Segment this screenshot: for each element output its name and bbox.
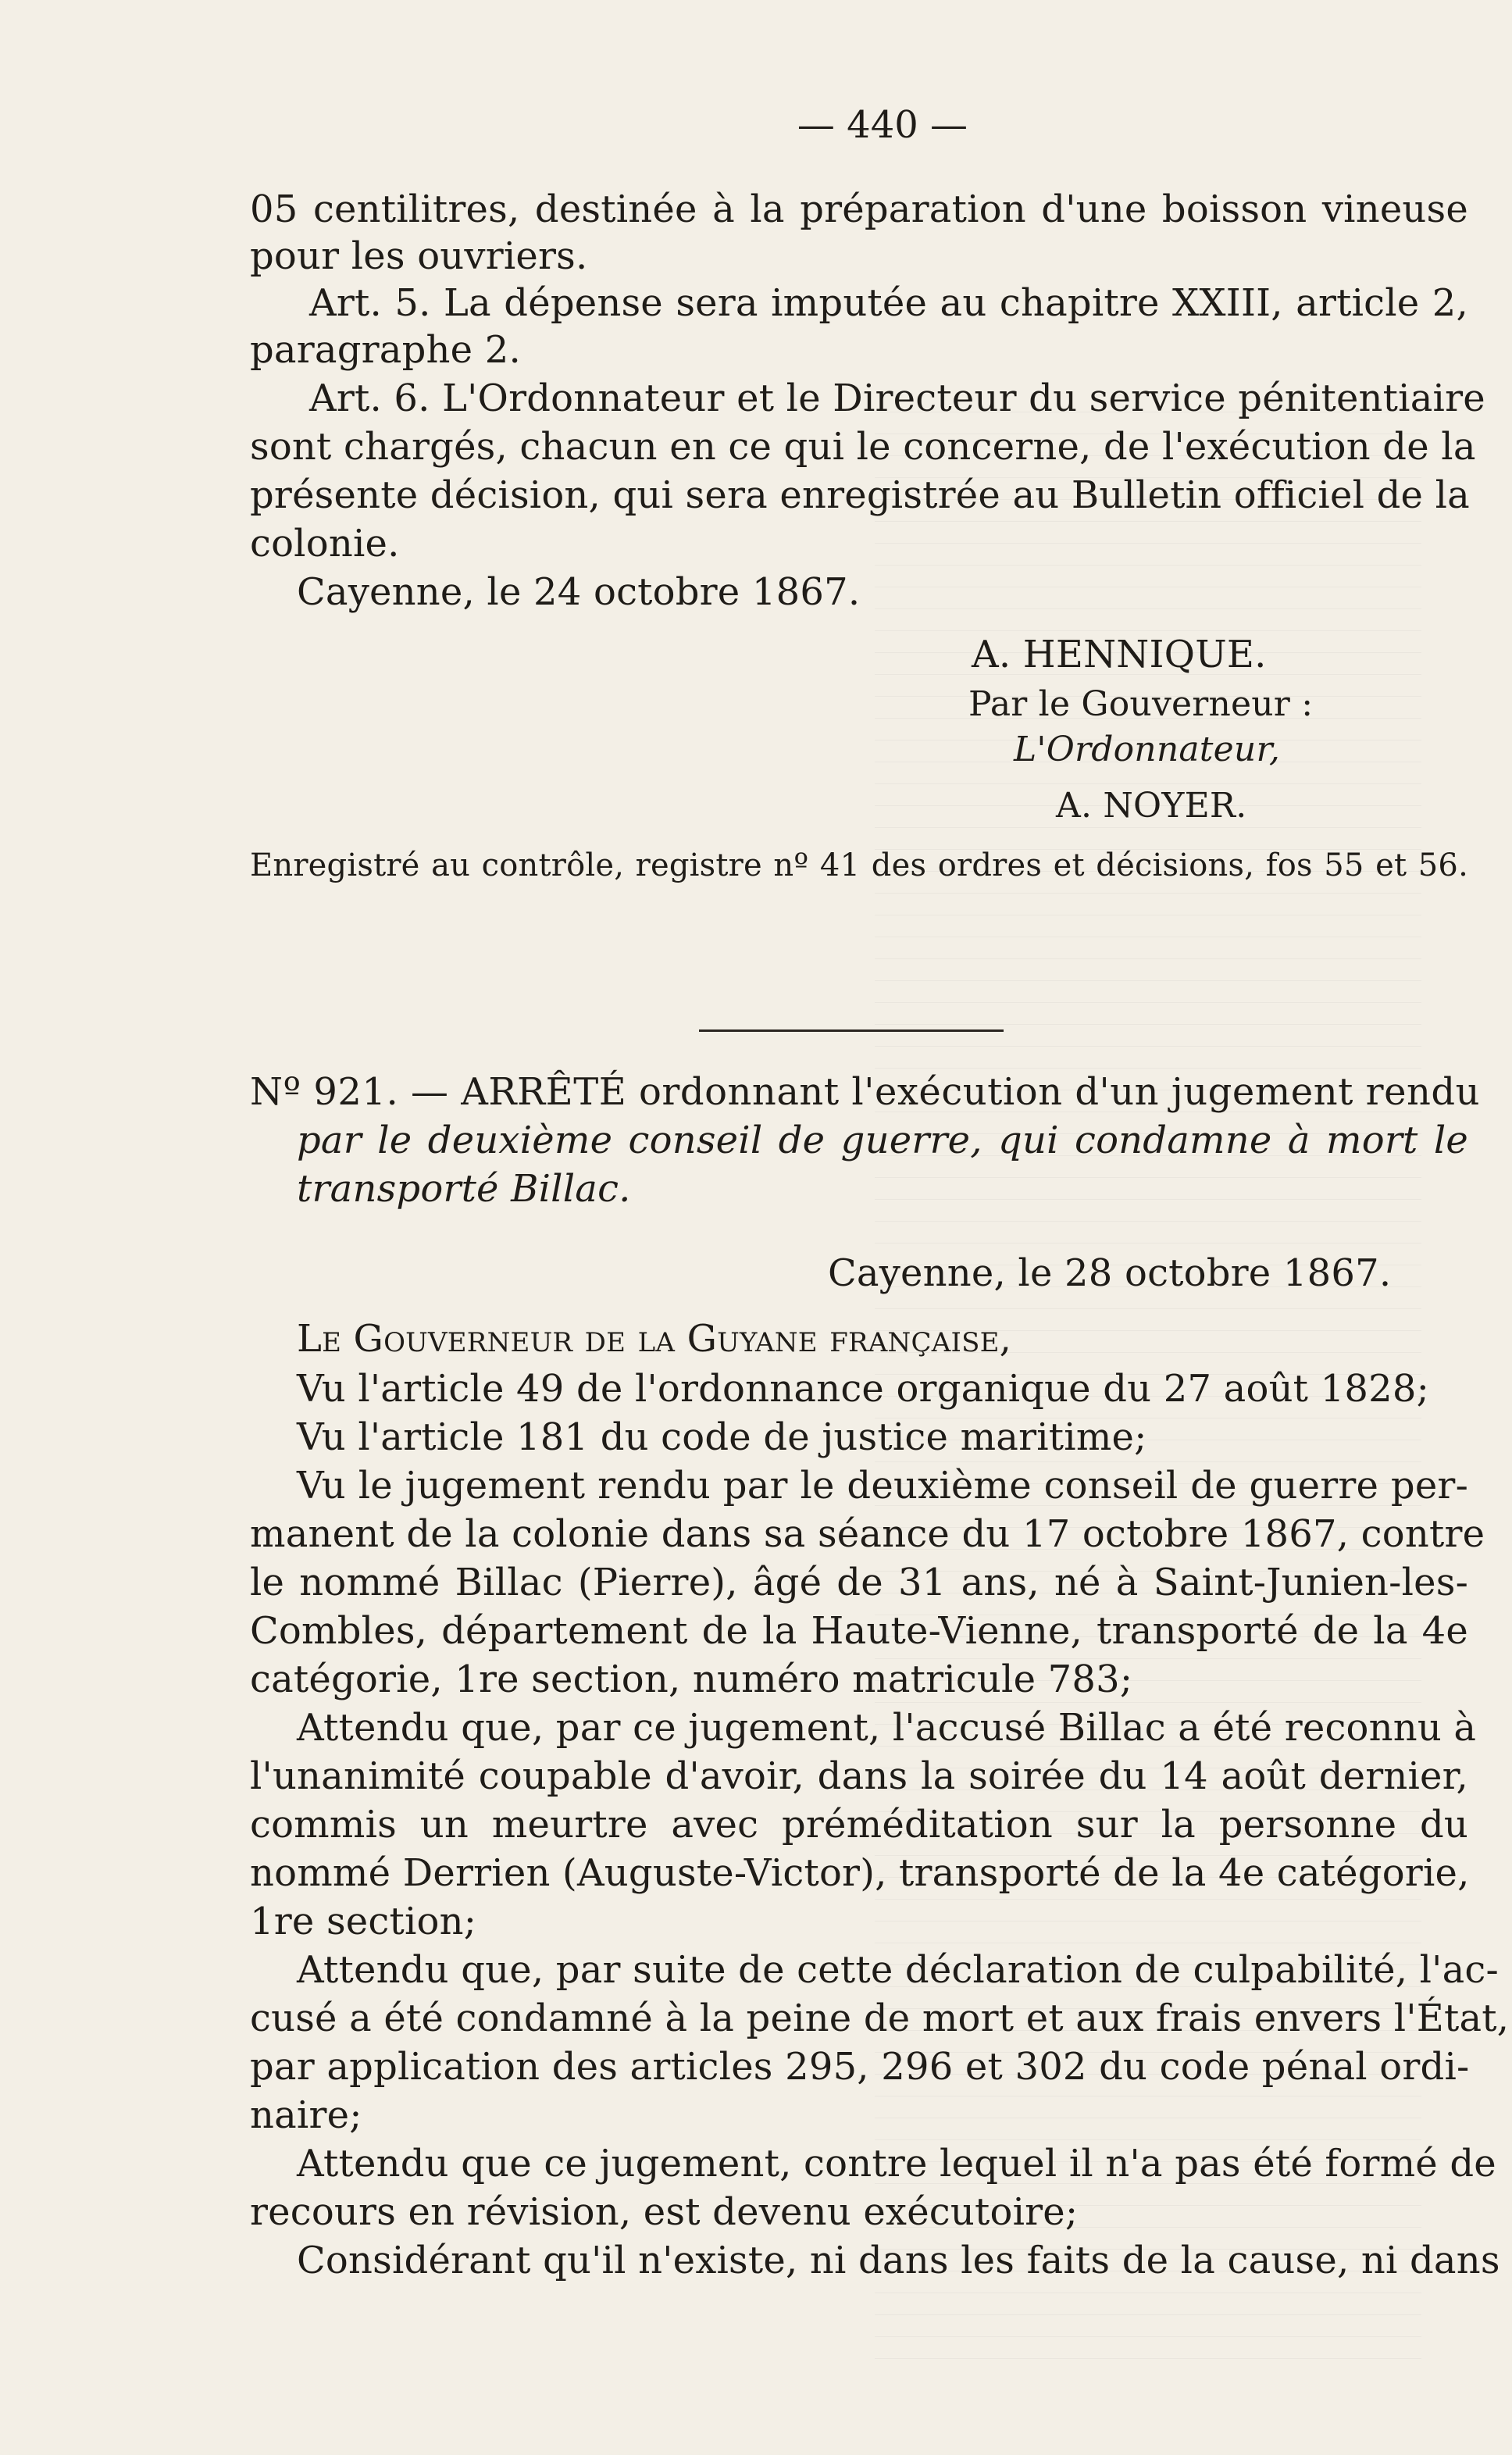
arrete-title-line-2: par le deuxième conseil de guerre, qui condamne à mort le xyxy=(297,1119,1468,1162)
text-line: 05 centilitres, destinée à la préparation d'une boisson vineuse xyxy=(250,187,1468,231)
arrete-title-line-1: Nº 921. — ARRÊTÉ ordonnant l'exécution d'un jugement rendu xyxy=(250,1070,1481,1114)
body-line: Vu l'article 181 du code de justice maritime; xyxy=(297,1415,1147,1459)
body-line: manent de la colonie dans sa séance du 17 octobre 1867, contre xyxy=(250,1512,1485,1556)
body-line: Vu l'article 49 de l'ordonnance organique du 27 août 1828; xyxy=(297,1367,1429,1411)
signature-name-2: A. NOYER. xyxy=(1056,786,1247,826)
body-line: l'unanimité coupable d'avoir, dans la soirée du 14 août dernier, xyxy=(250,1754,1468,1798)
signature-title: Par le Gouverneur : xyxy=(968,684,1314,724)
body-line: Considérant qu'il n'existe, ni dans les faits de la cause, ni dans xyxy=(297,2239,1500,2282)
text-line: présente décision, qui sera enregistrée au Bulletin officiel de la xyxy=(250,473,1470,517)
text-line: paragraphe 2. xyxy=(250,328,521,372)
signature-name: A. HENNIQUE. xyxy=(972,633,1267,676)
body-line: 1re section; xyxy=(250,1900,477,1943)
ordonnateur-line: L'Ordonnateur, xyxy=(1014,730,1281,769)
text-line: Art. 6. L'Ordonnateur et le Directeur du service pénitentiaire xyxy=(309,376,1485,420)
body-line: Attendu que, par ce jugement, l'accusé Billac a été reconnu à xyxy=(297,1706,1477,1750)
body-line: nommé Derrien (Auguste-Victor), transporté de la 4e catégorie, xyxy=(250,1851,1470,1895)
body-line: le nommé Billac (Pierre), âgé de 31 ans, né à Saint-Junien-les- xyxy=(250,1561,1468,1604)
document-page xyxy=(250,102,1510,2289)
page-number: — 440 — xyxy=(797,103,968,147)
body-line: Vu le jugement rendu par le deuxième conseil de guerre per- xyxy=(297,1464,1468,1508)
text-line: pour les ouvriers. xyxy=(250,234,588,278)
second-dateline: Cayenne, le 28 octobre 1867. xyxy=(828,1251,1392,1295)
body-line: cusé a été condamné à la peine de mort et aux frais envers l'État, xyxy=(250,1996,1510,2040)
body-line: par application des articles 295, 296 et 302 du code pénal ordi- xyxy=(250,2045,1470,2089)
body-line: catégorie, 1re section, numéro matricule 783; xyxy=(250,1657,1133,1701)
body-line: Combles, département de la Haute-Vienne, transporté de la 4e xyxy=(250,1609,1468,1653)
text-line: colonie. xyxy=(250,522,400,566)
body-line: Le Gouverneur de la Guyane française, xyxy=(297,1317,1012,1361)
section-divider xyxy=(699,1029,1004,1032)
body-line: Attendu que ce jugement, contre lequel il n'a pas été formé de xyxy=(297,2142,1496,2186)
body-line: Attendu que, par suite de cette déclaration de culpabilité, l'ac- xyxy=(297,1948,1499,1992)
body-line: naire; xyxy=(250,2093,362,2137)
dateline: Cayenne, le 24 octobre 1867. xyxy=(297,570,861,614)
text-line: Art. 5. La dépense sera imputée au chapitre XXIII, article 2, xyxy=(309,281,1468,325)
body-line: commis un meurtre avec préméditation sur la personne du xyxy=(250,1803,1468,1847)
registration-line: Enregistré au contrôle, registre nº 41 des ordres et décisions, fos 55 et 56. xyxy=(250,847,1468,883)
text-line: sont chargés, chacun en ce qui le concerne, de l'exécution de la xyxy=(250,425,1476,469)
arrete-title-line-3: transporté Billac. xyxy=(297,1167,631,1211)
body-line: recours en révision, est devenu exécutoire; xyxy=(250,2190,1079,2234)
